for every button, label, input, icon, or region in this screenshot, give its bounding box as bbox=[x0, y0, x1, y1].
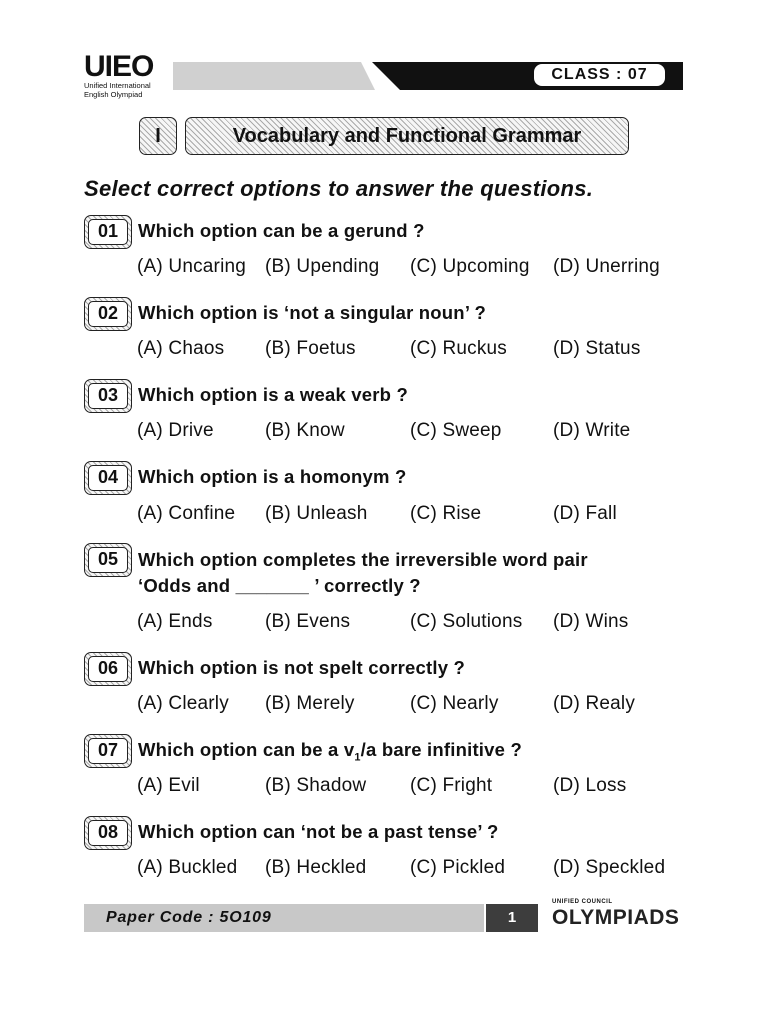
option-b: (B) Evens bbox=[265, 611, 351, 632]
option-b: (B) Unleash bbox=[265, 503, 368, 524]
brand-big: OLYMPIADS bbox=[552, 906, 680, 929]
option-b: (B) Upending bbox=[265, 256, 380, 277]
option-d: (D) Write bbox=[553, 420, 631, 441]
question-text: Which option is a weak verb ? bbox=[138, 384, 408, 405]
question-number: 03 bbox=[88, 383, 128, 409]
logo-mark: UIEO bbox=[84, 50, 154, 83]
option-b: (B) Merely bbox=[265, 693, 355, 714]
question-number-badge bbox=[84, 215, 132, 249]
page-number: 1 bbox=[486, 904, 538, 932]
option-d: (D) Loss bbox=[553, 775, 627, 796]
question-text-rest: /a bare infinitive ? bbox=[360, 739, 522, 760]
option-d: (D) Realy bbox=[553, 693, 636, 714]
option-c: (C) Ruckus bbox=[410, 338, 508, 359]
option-d: (D) Wins bbox=[553, 611, 629, 632]
question-text bbox=[138, 737, 522, 771]
option-c: (C) Rise bbox=[410, 503, 482, 524]
question-text: Which option is ‘not a singular noun’ ? bbox=[138, 302, 486, 323]
header-grey-band bbox=[173, 62, 375, 90]
option-c: (C) Sweep bbox=[410, 420, 502, 441]
question-number: 01 bbox=[88, 219, 128, 245]
question-number-badge bbox=[84, 543, 132, 577]
question-number: 06 bbox=[88, 656, 128, 682]
option-a: (A) Chaos bbox=[137, 338, 225, 359]
section-title: Vocabulary and Functional Grammar bbox=[185, 117, 629, 155]
option-c: (C) Pickled bbox=[410, 857, 506, 878]
question-number-badge bbox=[84, 734, 132, 768]
question-number-badge bbox=[84, 461, 132, 495]
question-text-line-2: ‘Odds and _______ ’ correctly ? bbox=[138, 575, 421, 596]
logo-line-1: Unified International bbox=[84, 81, 151, 90]
section-number: I bbox=[139, 117, 177, 155]
instruction-text: Select correct options to answer the questions. bbox=[84, 176, 594, 201]
logo-line-2: English Olympiad bbox=[84, 89, 143, 99]
brand-small: UNIFIED COUNCIL bbox=[552, 899, 613, 905]
question-number: 07 bbox=[88, 738, 128, 764]
question-text: Which option can ‘not be a past tense’ ? bbox=[138, 821, 499, 842]
option-a: (A) Uncaring bbox=[137, 256, 247, 277]
option-a: (A) Confine bbox=[137, 503, 236, 524]
class-label: CLASS : 07 bbox=[534, 64, 665, 86]
question-text: Which option can be a gerund ? bbox=[138, 220, 425, 241]
question-number-badge bbox=[84, 297, 132, 331]
uieo-logo bbox=[84, 52, 164, 100]
option-d: (D) Unerring bbox=[553, 256, 660, 277]
question-number-badge bbox=[84, 652, 132, 686]
option-b: (B) Foetus bbox=[265, 338, 356, 359]
option-a: (A) Clearly bbox=[137, 693, 229, 714]
question-number-badge bbox=[84, 379, 132, 413]
question-text: Which option is a homonym ? bbox=[138, 466, 407, 487]
option-a: (A) Buckled bbox=[137, 857, 238, 878]
option-a: (A) Drive bbox=[137, 420, 214, 441]
option-b: (B) Heckled bbox=[265, 857, 367, 878]
option-d: (D) Speckled bbox=[553, 857, 666, 878]
question-text-main: Which option can be a v bbox=[138, 739, 355, 760]
question-number: 02 bbox=[88, 301, 128, 327]
question-text: Which option is not spelt correctly ? bbox=[138, 657, 466, 678]
question-number-badge bbox=[84, 816, 132, 850]
option-a: (A) Evil bbox=[137, 775, 200, 796]
subscript: 1 bbox=[354, 751, 361, 764]
paper-code: Paper Code : 5O109 bbox=[106, 909, 272, 926]
question-number: 08 bbox=[88, 820, 128, 846]
option-b: (B) Know bbox=[265, 420, 345, 441]
question-text: Which option completes the irreversible word pair bbox=[138, 549, 588, 570]
olympiads-logo bbox=[552, 898, 692, 938]
option-c: (C) Upcoming bbox=[410, 256, 530, 277]
option-c: (C) Fright bbox=[410, 775, 493, 796]
option-d: (D) Fall bbox=[553, 503, 617, 524]
option-c: (C) Solutions bbox=[410, 611, 523, 632]
question-number: 05 bbox=[88, 547, 128, 573]
option-a: (A) Ends bbox=[137, 611, 213, 632]
option-b: (B) Shadow bbox=[265, 775, 367, 796]
option-d: (D) Status bbox=[553, 338, 641, 359]
option-c: (C) Nearly bbox=[410, 693, 499, 714]
question-number: 04 bbox=[88, 465, 128, 491]
